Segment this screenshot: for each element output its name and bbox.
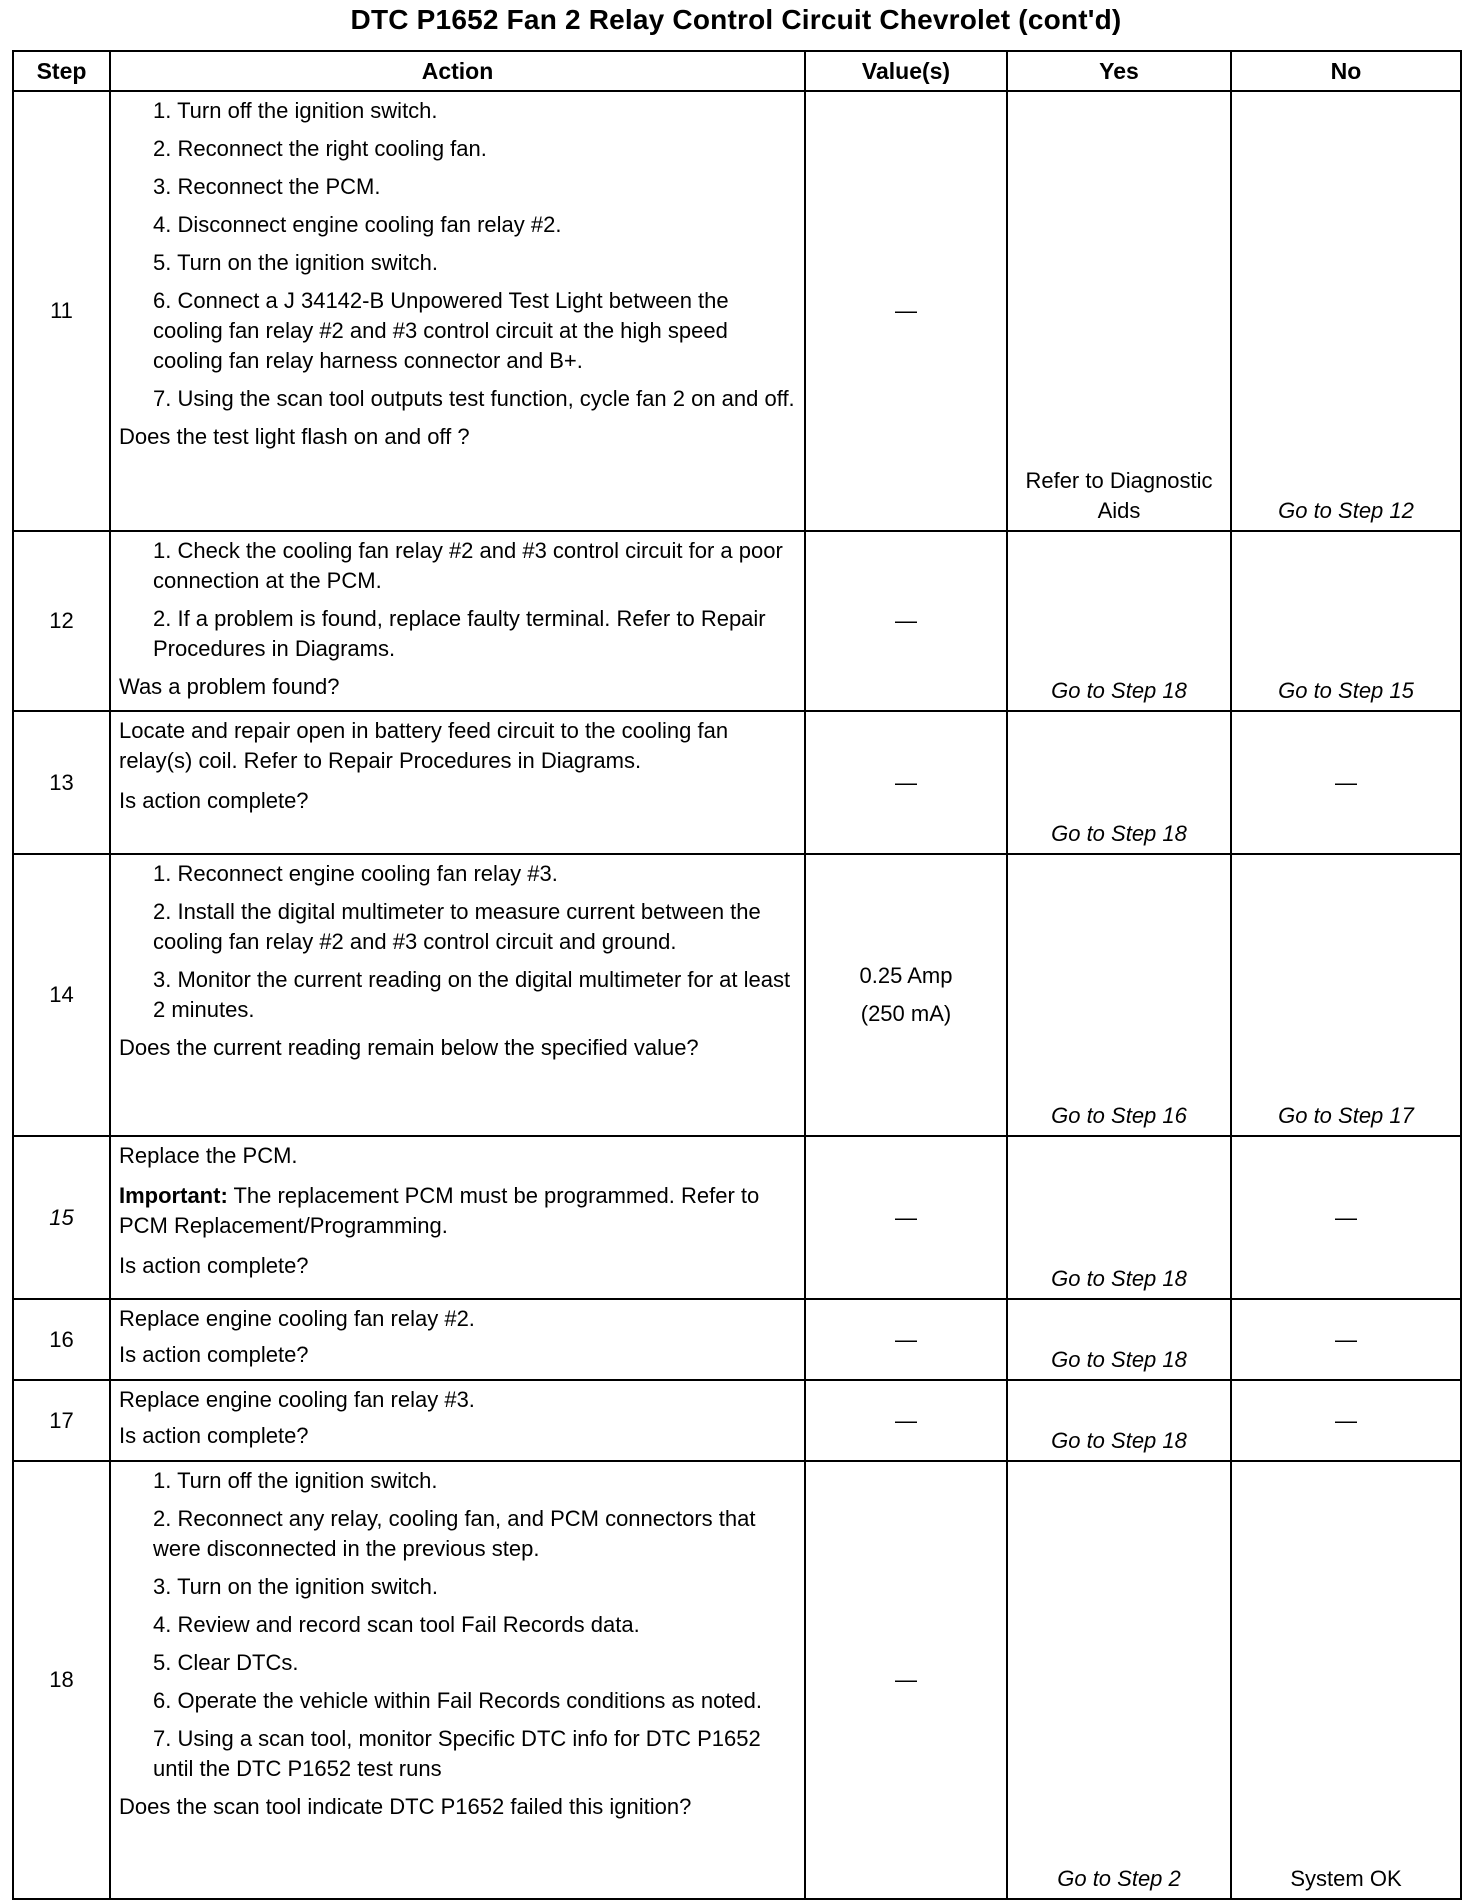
list-item: 2. Reconnect any relay, cooling fan, and PCM connectors that were disconnected in the previous step. [153, 1506, 756, 1561]
table-row-step-11 [13, 91, 1461, 531]
step-number: 12 [13, 531, 110, 711]
no-cell: — [1231, 1299, 1461, 1380]
value-cell: — [805, 1299, 1007, 1380]
list-item: 2. If a problem is found, replace faulty terminal. Refer to Repair Procedures in Diagrams. [153, 606, 766, 661]
table-row-step-15 [13, 1136, 1461, 1299]
step-number: 11 [13, 91, 110, 531]
important-text: The replacement PCM must be programmed. Refer to PCM Replacement/Programming. [119, 1183, 760, 1238]
yes-cell: Go to Step 16 [1007, 854, 1231, 1136]
no-cell: System OK [1231, 1461, 1461, 1899]
step-number: 16 [13, 1299, 110, 1380]
list-item: 4. Review and record scan tool Fail Records data. [153, 1612, 640, 1637]
list-item: 3. Turn on the ignition switch. [153, 1574, 438, 1599]
step-number: 17 [13, 1380, 110, 1461]
action-cell [110, 531, 805, 711]
list-item: 2. Install the digital multimeter to measure current between the cooling fan relay #2 and #3 control circuit and ground. [153, 899, 761, 954]
step-list [119, 859, 796, 1025]
yes-cell: Go to Step 18 [1007, 1299, 1231, 1380]
list-item: 7. Using the scan tool outputs test function, cycle fan 2 on and off. [153, 386, 795, 411]
step-list [119, 96, 796, 414]
value-cell [805, 854, 1007, 1136]
list-item: 5. Clear DTCs. [153, 1650, 299, 1675]
table-row-step-18 [13, 1461, 1461, 1899]
action-cell [110, 91, 805, 531]
action-cell [110, 1461, 805, 1899]
no-cell: Go to Step 17 [1231, 854, 1461, 1136]
value-ma: (250 mA) [860, 1001, 952, 1026]
table-row-step-13 [13, 711, 1461, 854]
table-row-step-12 [13, 531, 1461, 711]
table-row-step-17 [13, 1380, 1461, 1461]
question: Is action complete? [119, 1253, 309, 1278]
value-cell: — [805, 531, 1007, 711]
yes-cell: Go to Step 18 [1007, 1136, 1231, 1299]
yes-cell: Go to Step 18 [1007, 531, 1231, 711]
action-text: Replace the PCM. [119, 1143, 298, 1168]
list-item: 4. Disconnect engine cooling fan relay #2. [153, 212, 562, 237]
action-cell [110, 854, 805, 1136]
dtc-table [12, 50, 1462, 1900]
table-row-step-14 [13, 854, 1461, 1136]
list-item: 2. Reconnect the right cooling fan. [153, 136, 487, 161]
important-label: Important: [119, 1183, 228, 1208]
header-yes: Yes [1007, 51, 1231, 91]
important-note [119, 1181, 796, 1241]
header-action: Action [110, 51, 805, 91]
step-number: 18 [13, 1461, 110, 1899]
value-amp: 0.25 Amp [859, 963, 953, 988]
table-row-step-16 [13, 1299, 1461, 1380]
header-row [13, 51, 1461, 91]
action-text: Replace engine cooling fan relay #3. [119, 1387, 475, 1412]
list-item: 1. Check the cooling fan relay #2 and #3 control circuit for a poor connection at the PCM. [153, 538, 783, 593]
step-number: 14 [13, 854, 110, 1136]
value-cell: — [805, 1461, 1007, 1899]
no-cell: — [1231, 1136, 1461, 1299]
action-cell [110, 1299, 805, 1380]
action-cell [110, 711, 805, 854]
header-values: Value(s) [805, 51, 1007, 91]
no-cell: — [1231, 711, 1461, 854]
action-cell [110, 1380, 805, 1461]
list-item: 3. Reconnect the PCM. [153, 174, 381, 199]
question: Is action complete? [119, 1342, 309, 1367]
list-item: 3. Monitor the current reading on the digital multimeter for at least 2 minutes. [153, 967, 791, 1022]
value-cell: — [805, 1136, 1007, 1299]
question: Was a problem found? [119, 674, 340, 699]
question: Does the scan tool indicate DTC P1652 failed this ignition? [119, 1794, 692, 1819]
question: Is action complete? [119, 1423, 309, 1448]
question: Does the current reading remain below the specified value? [119, 1035, 699, 1060]
action-text: Locate and repair open in battery feed circuit to the cooling fan relay(s) coil. Refer to Repair Procedures in Diagrams. [119, 718, 729, 773]
header-step: Step [13, 51, 110, 91]
action-cell [110, 1136, 805, 1299]
list-item: 5. Turn on the ignition switch. [153, 250, 438, 275]
no-cell: Go to Step 12 [1231, 91, 1461, 531]
value-cell: — [805, 1380, 1007, 1461]
header-no: No [1231, 51, 1461, 91]
yes-cell: Go to Step 18 [1007, 1380, 1231, 1461]
question: Is action complete? [119, 788, 309, 813]
page-title: DTC P1652 Fan 2 Relay Control Circuit Chevrolet (cont'd) [350, 4, 1122, 35]
no-cell: Go to Step 15 [1231, 531, 1461, 711]
question: Does the test light flash on and off ? [119, 424, 470, 449]
list-item: 6. Connect a J 34142-B Unpowered Test Light between the cooling fan relay #2 and #3 control circuit at the high speed cooling fan relay harness connector and B+. [153, 288, 729, 373]
yes-cell: Go to Step 18 [1007, 711, 1231, 854]
step-number: 15 [13, 1136, 110, 1299]
list-item: 1. Turn off the ignition switch. [153, 1468, 438, 1493]
yes-cell: Refer to Diagnostic Aids [1007, 91, 1231, 531]
no-cell: — [1231, 1380, 1461, 1461]
step-list [119, 1466, 796, 1784]
list-item: 6. Operate the vehicle within Fail Records conditions as noted. [153, 1688, 762, 1713]
list-item: 1. Reconnect engine cooling fan relay #3. [153, 861, 558, 886]
step-list [119, 536, 796, 664]
list-item: 1. Turn off the ignition switch. [153, 98, 438, 123]
value-cell: — [805, 711, 1007, 854]
action-text: Replace engine cooling fan relay #2. [119, 1306, 475, 1331]
yes-cell: Go to Step 2 [1007, 1461, 1231, 1899]
step-number: 13 [13, 711, 110, 854]
list-item: 7. Using a scan tool, monitor Specific DTC info for DTC P1652 until the DTC P1652 test runs [153, 1726, 761, 1781]
value-cell: — [805, 91, 1007, 531]
